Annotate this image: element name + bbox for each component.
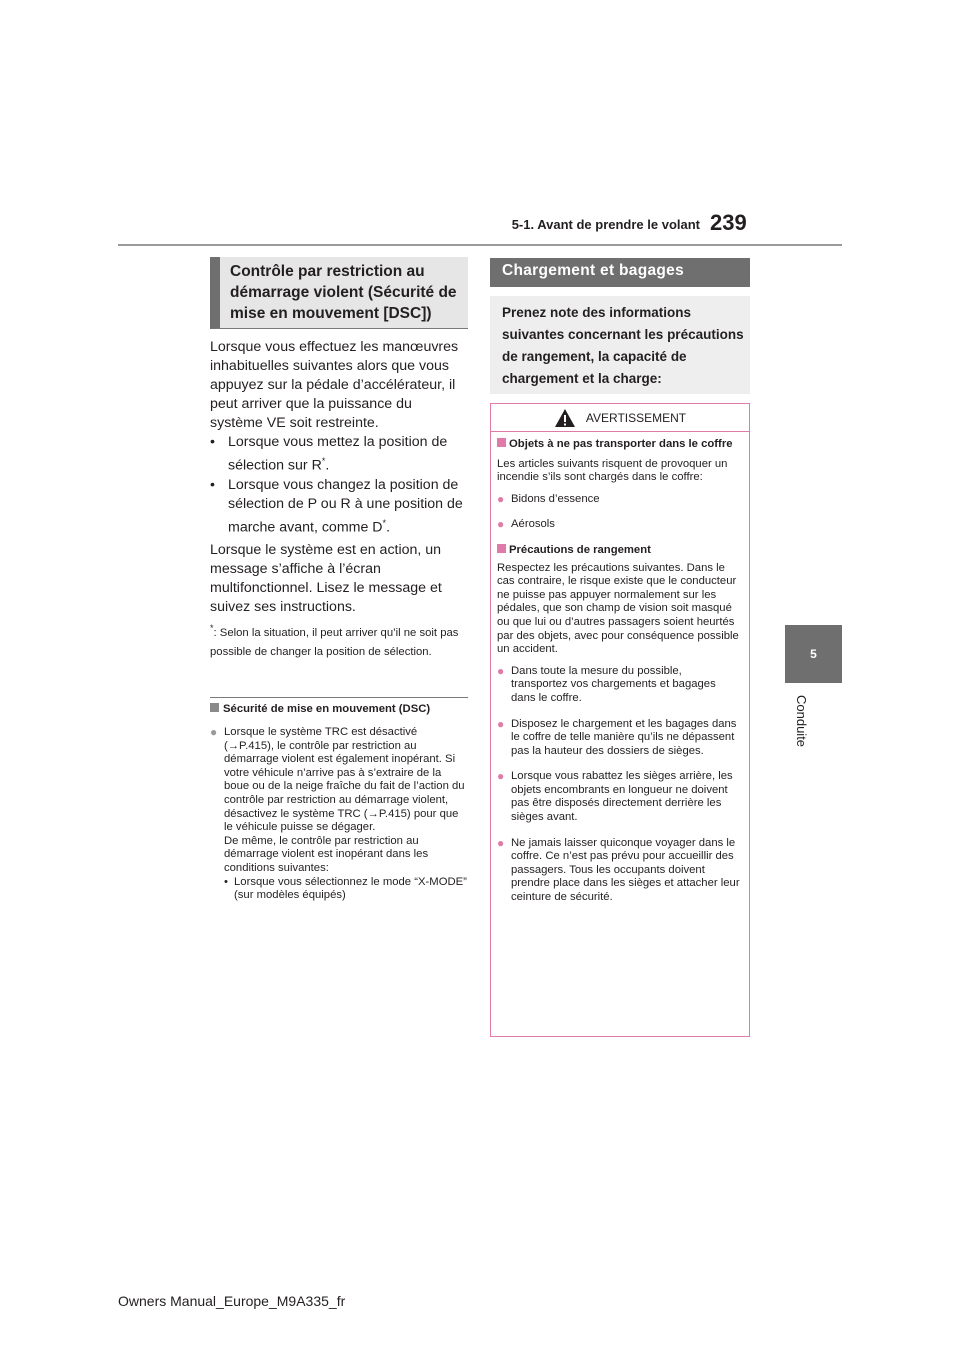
- list-item: ● Bidons d’essence: [497, 491, 600, 506]
- list-item: ● Aérosols: [497, 517, 555, 532]
- dsc-text-2: De même, le contrôle par restriction au démarrage violent est inopérant dans les conditions suivantes:: [224, 834, 429, 874]
- list-item: ● Ne jamais laisser quiconque voyager dans le coffre. Ce n’est pas prévu pour accueillir des passagers. Tous les occupants doivent prendre place dans les sièges et attacher leur ceinture de sécurité.: [497, 835, 740, 904]
- chapter-number: 5: [810, 647, 817, 661]
- page-number: 239: [710, 210, 747, 235]
- dsc-text: Lorsque le système TRC est désactivé (→P.415), le contrôle par restriction au démarrage violent est également inopérant. Si votre véhicule n’arrive pas à s’extraire de la boue ou de la neige fraîche du fait de l’action du contrôle par restriction au démarrage violent, désactivez le système TRC (→P.415) pour que le véhicule puisse se dégager.: [224, 726, 465, 834]
- warning-text: Respectez les précautions suivantes. Dans le cas contraire, le risque existe que le conducteur ne puisse pas appuyer normalement sur les pédales, que son champ de vision soit masqué ou que lui ou d’autres passagers soient heurtés par des objets, avec pour conséquence possible un accident.: [497, 561, 739, 656]
- circle-bullet-icon: ●: [497, 716, 505, 731]
- bullet-text: Lorsque vous mettez la position de sélection sur R: [228, 434, 448, 474]
- circle-bullet-icon: ●: [497, 769, 505, 784]
- header-divider: [118, 244, 842, 246]
- list-item: • Lorsque vous sélectionnez le mode “X-MODE” (sur modèles équipés): [224, 875, 467, 902]
- dsc-subheading: Sécurité de mise en mouvement (DSC): [210, 703, 470, 715]
- list-item: • Lorsque vous changez la position de sélection de P ou R à une position de marche avant, comme D*.: [210, 476, 463, 536]
- warning-text: Les articles suivants risquent de provoquer un incendie s’ils sont chargés dans le coffre:: [497, 457, 728, 484]
- dsc-subsection-body: [210, 726, 468, 903]
- circle-bullet-icon: ●: [210, 725, 218, 739]
- dsc-section-body: [210, 338, 468, 662]
- list-item: ● Disposez le chargement et les bagages dans le coffre de telle manière qu’ils ne dépassent pas la hauteur des dossiers de sièges.: [497, 716, 737, 757]
- warning-divider: [491, 431, 749, 432]
- warning-label: AVERTISSEMENT: [585, 410, 687, 425]
- footer-text: Owners Manual_Europe_M9A335_fr: [118, 1293, 346, 1309]
- warning-subheading: Précautions de rangement: [497, 544, 741, 558]
- list-item: ● Dans toute la mesure du possible, transportez vos chargements et bagages dans le coffre.: [497, 663, 716, 704]
- bullet-text: Lorsque vous changez la position de sélection de P ou R à une position de marche avant, comme D: [228, 476, 463, 536]
- footnote: *: Selon la situation, il peut arriver qu’il ne soit pas possible de changer la position de sélection.: [210, 623, 459, 659]
- subsection-divider: [210, 697, 468, 698]
- warning-icon: [554, 408, 576, 428]
- warning-body: [497, 438, 741, 905]
- chapter-tab: [785, 625, 842, 683]
- after-paragraph: Lorsque le système est en action, un message s’affiche à l’écran multifonctionnel. Lisez le message et suivez ses instructions.: [210, 542, 442, 616]
- warning-header: [491, 404, 749, 431]
- intro-paragraph: Lorsque vous effectuez les manœuvres inhabituelles suivantes alors que vous appuyez sur la pédale d’accélérateur, il peut arriver que la puissance du système VE soit restreinte.: [210, 339, 459, 431]
- cargo-section-title: Chargement et bagages: [490, 258, 750, 287]
- section-heading: 5-1. Avant de prendre le volant: [511, 217, 700, 232]
- chapter-label: [793, 695, 813, 755]
- cargo-note: Prenez note des informations suivantes concernant les précautions de rangement, la capacité de chargement et la charge:: [490, 296, 750, 394]
- circle-bullet-icon: ●: [497, 517, 505, 532]
- list-item: ● Lorsque vous rabattez les sièges arrière, les objets encombrants en longueur ne doivent pas être disposés directement derrière les sièges avant.: [497, 769, 733, 824]
- circle-bullet-icon: ●: [497, 835, 505, 850]
- chapter-title: Conduite: [794, 695, 809, 748]
- footnote-text: Selon la situation, il peut arriver qu’il ne soit pas possible de changer la position de sélection.: [210, 627, 459, 659]
- circle-bullet-icon: ●: [497, 663, 505, 678]
- circle-bullet-icon: ●: [497, 491, 505, 506]
- list-item: • Lorsque vous mettez la position de sélection sur R*.: [210, 434, 448, 474]
- square-bullet-icon: [497, 544, 506, 553]
- square-bullet-icon: [210, 703, 219, 712]
- warning-box: [490, 403, 750, 1037]
- dsc-section-title: Contrôle par restriction au démarrage violent (Sécurité de mise en mouvement [DSC]): [210, 257, 468, 329]
- square-bullet-icon: [497, 438, 506, 447]
- warning-subheading: Objets à ne pas transporter dans le coffre: [497, 438, 741, 452]
